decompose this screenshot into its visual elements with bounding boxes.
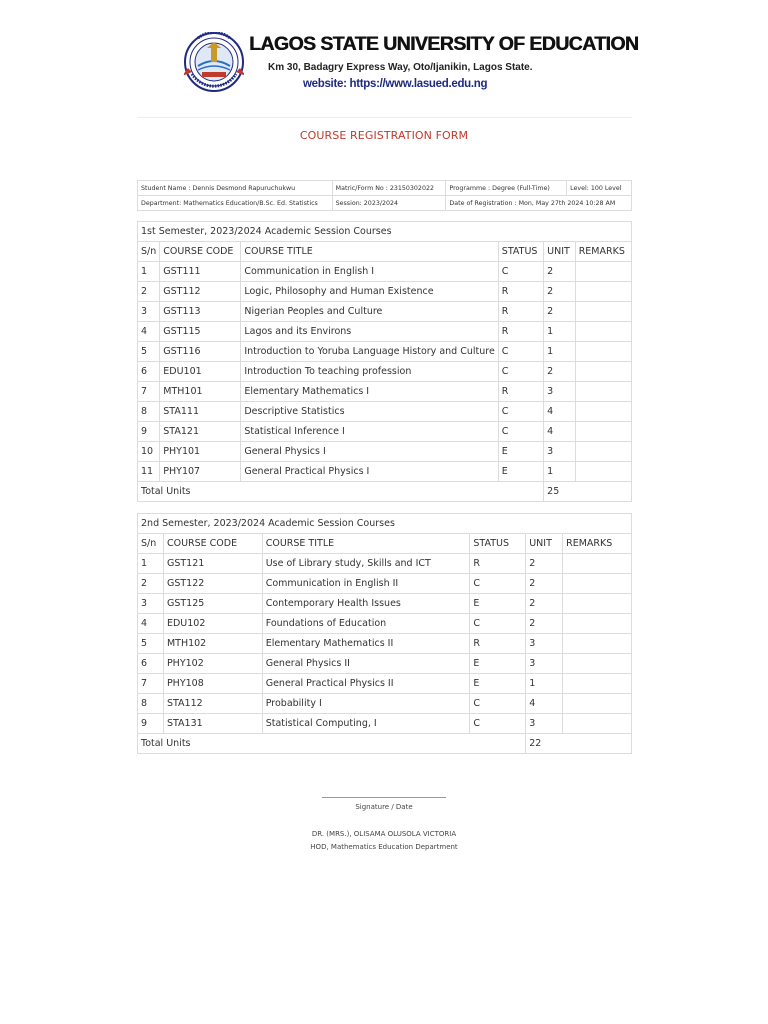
cell-course-code: STA112	[163, 694, 262, 714]
cell-course-title: General Physics II	[262, 654, 470, 674]
total-units-label: Total Units	[138, 734, 526, 754]
cell-status: E	[470, 594, 526, 614]
table-row	[138, 322, 632, 342]
table-row	[138, 422, 632, 442]
table-row	[138, 442, 632, 462]
cell-status: E	[470, 654, 526, 674]
cell-unit: 2	[526, 574, 563, 594]
cell-sn: 8	[138, 694, 164, 714]
first-semester-caption: 1st Semester, 2023/2024 Academic Session Courses	[138, 222, 632, 242]
cell-unit: 2	[544, 262, 576, 282]
table-row	[138, 654, 632, 674]
university-website: website: https://www.lasued.edu.ng	[303, 78, 488, 90]
cell-status: C	[498, 362, 543, 382]
cell-course-title: General Practical Physics II	[262, 674, 470, 694]
cell-remarks	[575, 442, 631, 462]
cell-sn: 5	[138, 342, 160, 362]
header-course-code: COURSE CODE	[163, 534, 262, 554]
cell-unit: 3	[526, 634, 563, 654]
cell-course-title: Introduction To teaching profession	[241, 362, 498, 382]
cell-unit: 1	[544, 462, 576, 482]
hod-name: DR. (MRS.), OLISAMA OLUSOLA VICTORIA	[311, 830, 457, 838]
cell-unit: 1	[526, 674, 563, 694]
cell-course-code: STA111	[160, 402, 241, 422]
second-semester-total-row	[138, 734, 632, 754]
cell-status: E	[470, 674, 526, 694]
level: Level: 100 Level	[567, 181, 632, 196]
cell-course-code: GST112	[160, 282, 241, 302]
table-row	[138, 634, 632, 654]
cell-remarks	[563, 554, 632, 574]
cell-course-code: GST125	[163, 594, 262, 614]
cell-remarks	[575, 362, 631, 382]
cell-remarks	[575, 322, 631, 342]
cell-status: C	[470, 694, 526, 714]
student-info-table	[137, 180, 632, 211]
table-row	[138, 282, 632, 302]
header-sn: S/n	[138, 242, 160, 262]
total-units-label: Total Units	[138, 482, 544, 502]
cell-course-title: Elementary Mathematics II	[262, 634, 470, 654]
cell-remarks	[575, 342, 631, 362]
cell-course-code: GST113	[160, 302, 241, 322]
university-name: LAGOS STATE UNIVERSITY OF EDUCATION	[249, 33, 639, 55]
table-row	[138, 554, 632, 574]
cell-course-code: EDU101	[160, 362, 241, 382]
cell-unit: 3	[526, 714, 563, 734]
cell-remarks	[563, 614, 632, 634]
hod-title: HOD, Mathematics Education Department	[310, 843, 458, 851]
header-remarks: REMARKS	[575, 242, 631, 262]
first-semester-body	[138, 222, 632, 502]
cell-sn: 6	[138, 362, 160, 382]
table-row	[138, 614, 632, 634]
letterhead	[0, 28, 768, 98]
cell-unit: 2	[526, 554, 563, 574]
table-row	[138, 362, 632, 382]
cell-status: E	[498, 462, 543, 482]
cell-status: C	[498, 402, 543, 422]
cell-course-title: Use of Library study, Skills and ICT	[262, 554, 470, 574]
cell-remarks	[575, 282, 631, 302]
cell-unit: 2	[526, 594, 563, 614]
cell-remarks	[575, 302, 631, 322]
cell-sn: 2	[138, 574, 164, 594]
cell-course-code: PHY101	[160, 442, 241, 462]
cell-course-code: PHY107	[160, 462, 241, 482]
cell-course-code: MTH102	[163, 634, 262, 654]
cell-remarks	[575, 382, 631, 402]
cell-unit: 4	[544, 402, 576, 422]
table-row	[138, 262, 632, 282]
header-divider	[137, 117, 632, 118]
cell-unit: 4	[544, 422, 576, 442]
table-row	[138, 574, 632, 594]
cell-sn: 9	[138, 714, 164, 734]
form-title: COURSE REGISTRATION FORM	[299, 129, 469, 142]
cell-course-code: GST116	[160, 342, 241, 362]
cell-status: C	[470, 714, 526, 734]
cell-course-title: Contemporary Health Issues	[262, 594, 470, 614]
cell-unit: 2	[544, 362, 576, 382]
programme: Programme : Degree (Full-Time)	[446, 181, 567, 196]
cell-status: R	[498, 322, 543, 342]
header-sn: S/n	[138, 534, 164, 554]
first-semester-total-row	[138, 482, 632, 502]
cell-course-title: Descriptive Statistics	[241, 402, 498, 422]
first-semester-header-row	[138, 242, 632, 262]
header-course-code: COURSE CODE	[160, 242, 241, 262]
cell-unit: 4	[526, 694, 563, 714]
cell-remarks	[575, 262, 631, 282]
cell-sn: 11	[138, 462, 160, 482]
cell-unit: 2	[544, 282, 576, 302]
cell-unit: 1	[544, 322, 576, 342]
cell-course-title: Communication in English I	[241, 262, 498, 282]
cell-status: C	[498, 422, 543, 442]
total-units-value: 25	[544, 482, 632, 502]
cell-course-code: GST121	[163, 554, 262, 574]
university-logo-seal	[184, 32, 244, 92]
university-address: Km 30, Badagry Express Way, Oto/Ijanikin, Lagos State.	[268, 62, 533, 73]
table-row	[138, 402, 632, 422]
table-row	[138, 302, 632, 322]
header-unit: UNIT	[526, 534, 563, 554]
table-row	[138, 462, 632, 482]
cell-remarks	[575, 402, 631, 422]
cell-sn: 2	[138, 282, 160, 302]
cell-unit: 2	[526, 614, 563, 634]
table-row	[138, 674, 632, 694]
cell-course-title: Logic, Philosophy and Human Existence	[241, 282, 498, 302]
cell-course-code: PHY108	[163, 674, 262, 694]
cell-remarks	[563, 714, 632, 734]
cell-unit: 3	[544, 382, 576, 402]
cell-status: R	[470, 634, 526, 654]
second-semester-body	[138, 514, 632, 754]
cell-sn: 6	[138, 654, 164, 674]
cell-status: R	[498, 382, 543, 402]
table-row	[138, 342, 632, 362]
department: Department: Mathematics Education/B.Sc. Ed. Statistics	[138, 196, 333, 211]
signature-line	[322, 797, 446, 798]
cell-remarks	[575, 422, 631, 442]
header-course-title: COURSE TITLE	[262, 534, 470, 554]
header-status: STATUS	[470, 534, 526, 554]
cell-remarks	[563, 654, 632, 674]
cell-unit: 3	[526, 654, 563, 674]
cell-course-code: STA121	[160, 422, 241, 442]
cell-remarks	[563, 694, 632, 714]
cell-status: C	[470, 574, 526, 594]
cell-status: E	[498, 442, 543, 462]
cell-course-title: Foundations of Education	[262, 614, 470, 634]
cell-remarks	[563, 634, 632, 654]
cell-sn: 1	[138, 262, 160, 282]
cell-sn: 7	[138, 674, 164, 694]
second-semester-header-row	[138, 534, 632, 554]
second-semester-table	[137, 513, 632, 754]
total-units-value: 22	[526, 734, 632, 754]
header-status: STATUS	[498, 242, 543, 262]
cell-course-title: Lagos and its Environs	[241, 322, 498, 342]
cell-course-code: MTH101	[160, 382, 241, 402]
header-remarks: REMARKS	[563, 534, 632, 554]
second-semester-caption: 2nd Semester, 2023/2024 Academic Session Courses	[138, 514, 632, 534]
cell-course-code: EDU102	[163, 614, 262, 634]
table-row	[138, 594, 632, 614]
cell-status: R	[498, 282, 543, 302]
student-name: Student Name : Dennis Desmond Rapuruchukwu	[138, 181, 333, 196]
cell-course-code: PHY102	[163, 654, 262, 674]
cell-unit: 1	[544, 342, 576, 362]
cell-course-title: Communication in English II	[262, 574, 470, 594]
cell-course-code: STA131	[163, 714, 262, 734]
cell-course-title: Elementary Mathematics I	[241, 382, 498, 402]
cell-course-title: General Practical Physics I	[241, 462, 498, 482]
cell-sn: 4	[138, 614, 164, 634]
cell-sn: 1	[138, 554, 164, 574]
cell-sn: 4	[138, 322, 160, 342]
cell-sn: 10	[138, 442, 160, 462]
table-row	[138, 714, 632, 734]
cell-sn: 5	[138, 634, 164, 654]
cell-status: R	[498, 302, 543, 322]
session: Session: 2023/2024	[332, 196, 446, 211]
cell-sn: 8	[138, 402, 160, 422]
cell-sn: 3	[138, 594, 164, 614]
cell-course-code: GST111	[160, 262, 241, 282]
cell-sn: 3	[138, 302, 160, 322]
cell-course-code: GST115	[160, 322, 241, 342]
cell-sn: 9	[138, 422, 160, 442]
first-semester-table	[137, 221, 632, 502]
matric-number: Matric/Form No : 23150302022	[332, 181, 446, 196]
cell-course-title: General Physics I	[241, 442, 498, 462]
cell-status: C	[470, 614, 526, 634]
cell-remarks	[563, 574, 632, 594]
cell-status: R	[470, 554, 526, 574]
cell-course-title: Probability I	[262, 694, 470, 714]
table-row	[138, 382, 632, 402]
cell-status: C	[498, 262, 543, 282]
cell-remarks	[575, 462, 631, 482]
cell-course-code: GST122	[163, 574, 262, 594]
cell-unit: 3	[544, 442, 576, 462]
table-row	[138, 694, 632, 714]
header-course-title: COURSE TITLE	[241, 242, 498, 262]
cell-remarks	[563, 594, 632, 614]
cell-status: C	[498, 342, 543, 362]
signature-label: Signature / Date	[355, 803, 413, 811]
cell-remarks	[563, 674, 632, 694]
cell-course-title: Nigerian Peoples and Culture	[241, 302, 498, 322]
cell-course-title: Introduction to Yoruba Language History and Culture	[241, 342, 498, 362]
header-unit: UNIT	[544, 242, 576, 262]
cell-unit: 2	[544, 302, 576, 322]
cell-course-title: Statistical Computing, I	[262, 714, 470, 734]
registration-date: Date of Registration : Mon, May 27th 2024 10:28 AM	[446, 196, 632, 211]
cell-course-title: Statistical Inference I	[241, 422, 498, 442]
cell-sn: 7	[138, 382, 160, 402]
